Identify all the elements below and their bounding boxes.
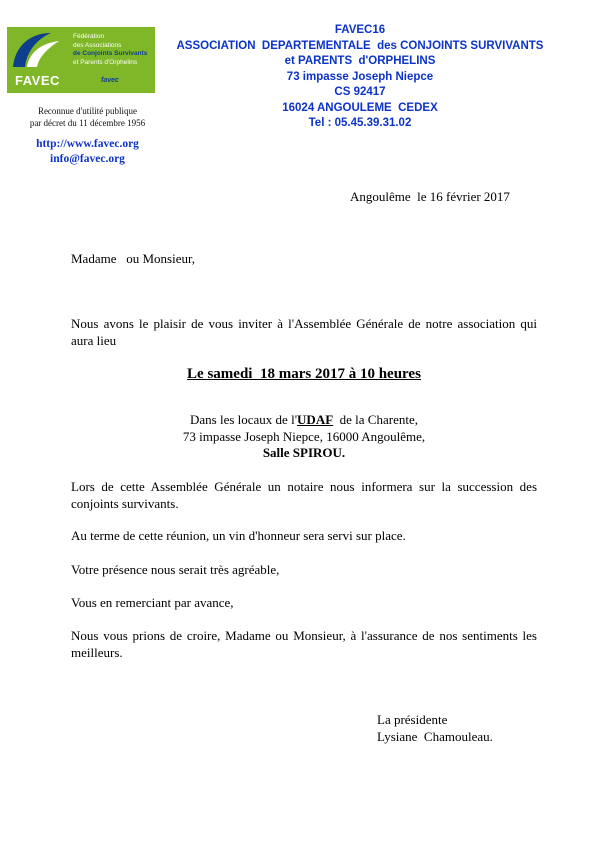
letter-date: Angoulême le 16 février 2017 (350, 189, 510, 204)
location-address: 73 impasse Joseph Niepce, 16000 Angoulême, (182, 428, 426, 444)
signature-name: Lysiane Chamouleau. (377, 728, 493, 744)
email-link[interactable]: info@favec.org (50, 153, 125, 165)
letterhead-line-6: 16024 ANGOULEME CEDEX (282, 101, 438, 114)
signature-title: La présidente (377, 712, 448, 727)
notary-paragraph: Lors de cette Assemblée Générale un notaire nous informera sur la succession des conjoints survivants. (71, 479, 537, 511)
closing-paragraph: Nous vous prions de croire, Madame ou Monsieur, à l'assurance de nos sentiments les meilleurs. (71, 628, 537, 660)
logo-line-3: de Conjoints Survivants (73, 50, 148, 57)
thanks-paragraph: Vous en remerciant par avance, (71, 595, 234, 610)
letterhead (150, 23, 570, 132)
letterhead-line-2: ASSOCIATION DEPARTEMENTALE des CONJOINTS SURVIVANTS (176, 39, 544, 52)
presence-paragraph: Votre présence nous serait très agréable, (71, 562, 280, 577)
letterhead-line-1: FAVEC16 (334, 24, 386, 36)
favec-logo (7, 27, 155, 93)
favec-logo-name: FAVEC (15, 73, 60, 88)
recognition-notice (10, 105, 165, 129)
location-room: Salle SPIROU. (262, 445, 346, 460)
letterhead-line-7: Tel : 05.45.39.31.02 (308, 117, 412, 129)
logo-line-4: et Parents d'Orphelins (73, 58, 138, 66)
location-udaf: UDAF (297, 412, 334, 427)
letterhead-line-4: 73 impasse Joseph Niepce (286, 70, 434, 83)
location-prefix: Dans les locaux de l' (190, 412, 298, 427)
recognition-line-2: par décret du 11 décembre 1956 (29, 118, 146, 128)
signature-block (377, 712, 493, 745)
event-datetime: Le samedi 18 mars 2017 à 10 heures (187, 366, 421, 382)
logo-line-2: des Associations (73, 41, 122, 49)
location-suffix: de la Charente, (333, 412, 418, 427)
letterhead-line-3: et PARENTS d'ORPHELINS (284, 55, 436, 67)
favec-logo-text (73, 33, 153, 67)
salutation: Madame ou Monsieur, (71, 251, 196, 266)
recognition-line-1: Reconnue d'utilité publique (37, 106, 138, 116)
letterhead-line-5: CS 92417 (334, 86, 386, 98)
logo-line-1: Fédération (73, 33, 105, 40)
intro-paragraph: Nous avons le plaisir de vous inviter à l'Assemblée Générale de notre association qui aura lieu (71, 316, 537, 348)
location-line-1 (71, 412, 537, 429)
contact-block (10, 137, 165, 167)
reception-paragraph: Au terme de cette réunion, un vin d'honneur sera servi sur place. (71, 528, 406, 543)
location-block (71, 412, 537, 462)
website-link[interactable]: http://www.favec.org (36, 138, 139, 150)
favec-logo-brand: favec (101, 77, 119, 84)
